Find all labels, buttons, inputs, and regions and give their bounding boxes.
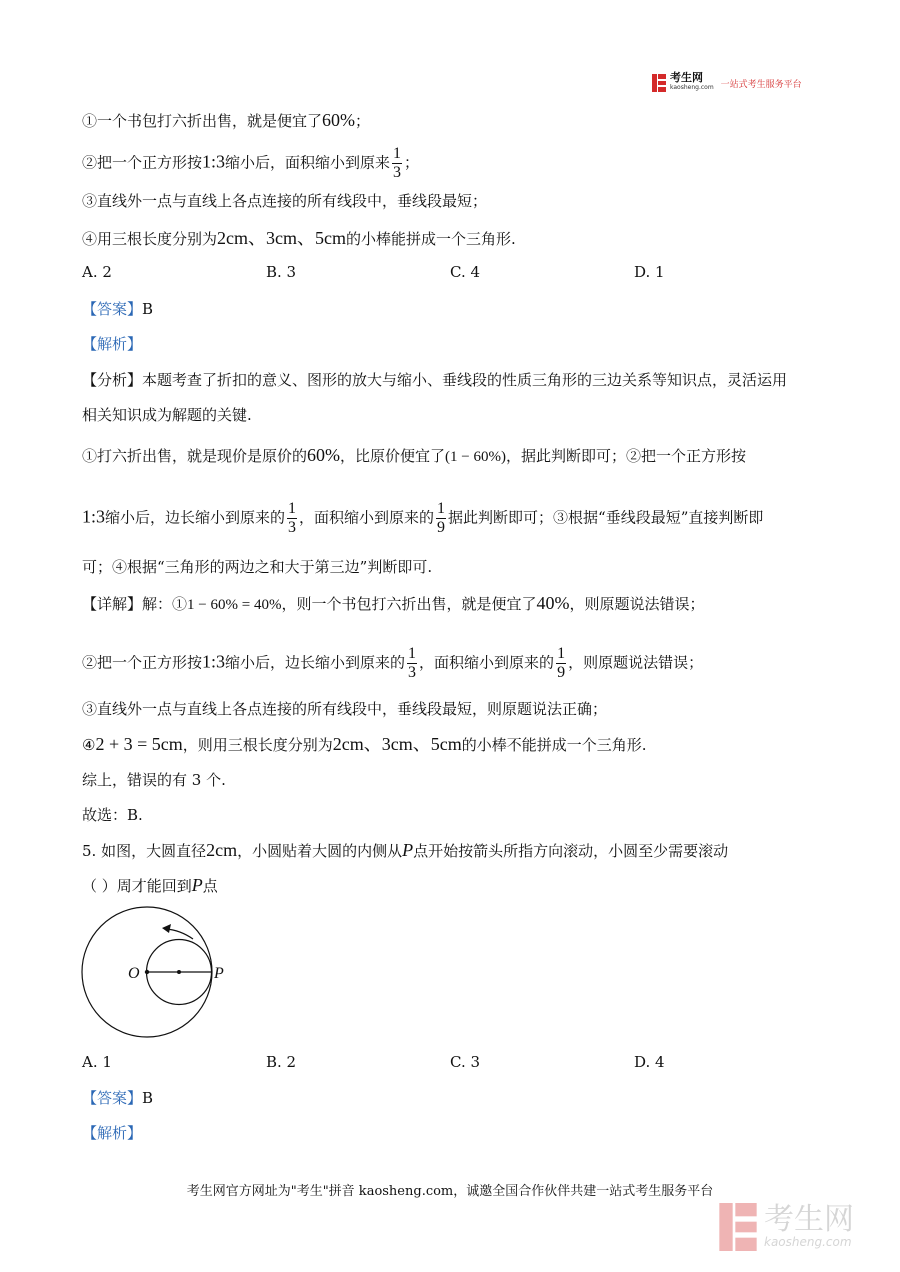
fraction: $\frac{1}{3}$ bbox=[408, 645, 417, 681]
q5-option-a: A. 1 bbox=[82, 1053, 112, 1071]
kaosheng-watermark-icon bbox=[718, 1203, 758, 1251]
watermark-text: 考生网 bbox=[764, 1202, 854, 1237]
logo-text: 考生网 bbox=[670, 71, 703, 84]
q4-detail-2: ②把一个正方形按1:3缩小后，边长缩小到原来的 $\frac{1}{3}$ ，面积缩小到原来的 $\frac{1}{9}$ ，则原题说法错误； bbox=[82, 645, 704, 681]
rolling-arrow bbox=[166, 929, 193, 939]
q5-option-c: C. 3 bbox=[450, 1053, 481, 1071]
fraction: $\frac{1}{3}$ bbox=[393, 145, 402, 181]
q4-stmt-2: ②把一个正方形按1:3缩小后，面积缩小到原来 $\frac{1}{3}$ ； bbox=[82, 145, 420, 181]
q4-stmt-3: ③直线外一点与直线上各点连接的所有线段中，垂线段最短； bbox=[82, 192, 488, 210]
page-footer: 考生网官方网址为"考生"拼音 kaosheng.com，诚邀全国合作伙伴共建一站式考生服务平台 bbox=[186, 1184, 714, 1199]
q4-option-a: A. 2 bbox=[82, 263, 112, 281]
q4-summary: 综上，错误的有 3 个. bbox=[82, 771, 226, 789]
logo-slogan: 一站式考生服务平台 bbox=[720, 79, 802, 90]
fraction: $\frac{1}{9}$ bbox=[557, 645, 566, 681]
q4-answer: 【答案】B bbox=[82, 300, 154, 318]
q5-option-d: D. 4 bbox=[634, 1053, 665, 1071]
fraction: $\frac{1}{9}$ bbox=[437, 500, 446, 536]
logo-sub: kaosheng.com bbox=[670, 84, 714, 91]
q4-option-d: D. 1 bbox=[634, 263, 665, 281]
watermark-sub: kaosheng.com bbox=[764, 1235, 852, 1249]
q5-answer: 【答案】B bbox=[82, 1089, 154, 1107]
q4-fenxi-2: 相关知识成为解题的关键. bbox=[82, 406, 252, 424]
q4-fenxi-1: 【分析】本题考查了折扣的意义、图形的放大与缩小、垂线段的性质三角形的三边关系等知识点，灵活运用 bbox=[82, 371, 788, 389]
point-o bbox=[145, 970, 149, 974]
small-center-point bbox=[177, 970, 181, 974]
q4-detail-1: 【详解】解：①1 − 60% = 40%，则一个书包打六折出售，就是便宜了40%，则原题说法错误； bbox=[82, 593, 705, 613]
q4-detail-4: ④2 + 3 = 5cm，则用三根长度分别为2cm、3cm、5cm的小棒不能拼成一个三角形. bbox=[82, 734, 647, 754]
q4-stmt-4: ④用三根长度分别为2cm、3cm、5cm的小棒能拼成一个三角形. bbox=[82, 228, 516, 248]
label-o: O bbox=[128, 965, 140, 982]
q5-circle-figure bbox=[70, 905, 230, 1045]
q4-para-3: 可；④根据“三角形的两边之和大于第三边”判断即可. bbox=[82, 558, 433, 576]
q4-analysis-label: 【解析】 bbox=[82, 335, 143, 353]
q4-option-b: B. 3 bbox=[266, 263, 297, 281]
fraction: $\frac{1}{3}$ bbox=[288, 500, 297, 536]
kaosheng-logo-icon bbox=[652, 74, 666, 92]
q4-detail-3: ③直线外一点与直线上各点连接的所有线段中，垂线段最短，则原题说法正确； bbox=[82, 700, 608, 718]
watermark bbox=[718, 1203, 854, 1251]
q5-stem-1: 5. 如图，大圆直径2cm，小圆贴着大圆的内侧从P点开始按箭头所指方向滚动，小圆至少需要滚动 bbox=[82, 840, 729, 860]
q4-option-c: C. 4 bbox=[450, 263, 481, 281]
label-p: P bbox=[214, 965, 224, 982]
arrow-head-icon bbox=[162, 924, 171, 933]
q5-analysis-label: 【解析】 bbox=[82, 1124, 143, 1142]
q5-option-b: B. 2 bbox=[266, 1053, 297, 1071]
q4-para-2: 1:3缩小后，边长缩小到原来的 $\frac{1}{3}$ ，面积缩小到原来的 $\frac{1}{9}$ 据此判断即可；③根据“垂线段最短”直接判断即 bbox=[82, 500, 764, 536]
header-logo bbox=[652, 72, 802, 94]
q5-stem-2: （ ）周才能回到P点 bbox=[82, 875, 218, 895]
q4-choose: 故选：B. bbox=[82, 806, 143, 824]
q4-para-1: ①打六折出售，就是现价是原价的60%，比原价便宜了(1 − 60%)，据此判断即可；②把一个正方形按 bbox=[82, 445, 746, 465]
q4-stmt-1: ①一个书包打六折出售，就是便宜了60%； bbox=[82, 110, 371, 130]
